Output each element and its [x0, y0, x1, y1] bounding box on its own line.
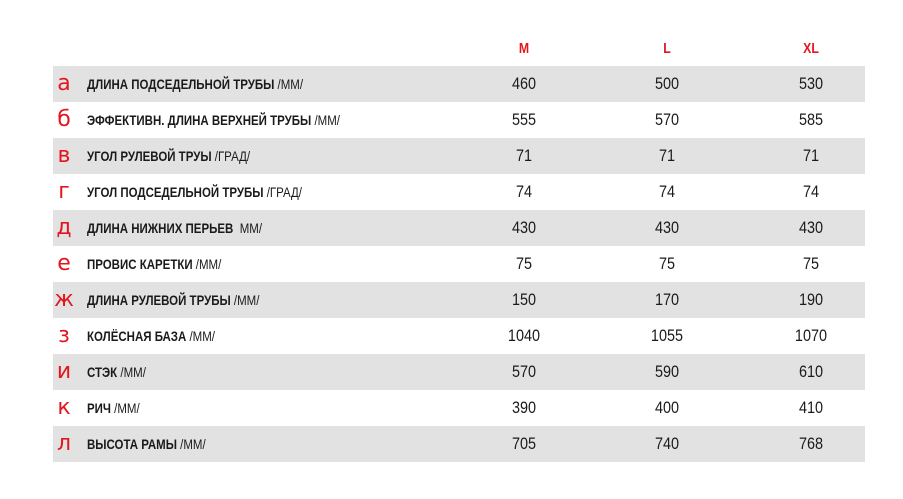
row-unit: /ММ/	[110, 400, 140, 416]
value-cell-l: 170	[654, 290, 680, 309]
value-cell-m: 390	[511, 398, 537, 417]
row-unit: /ММ/	[176, 436, 206, 452]
value-cell-l: 570	[654, 110, 680, 129]
row-letter: г	[58, 179, 70, 204]
size-header-m: M	[518, 40, 530, 57]
value-cell-l: 500	[654, 74, 680, 93]
row-name: ПРОВИС КАРЕТКИ	[87, 256, 193, 272]
row-label	[87, 390, 140, 426]
row-unit: /ГРАД/	[211, 148, 251, 164]
row-unit: /ГРАД/	[263, 184, 302, 200]
row-label	[87, 354, 146, 390]
value-cell-m: 430	[511, 218, 537, 237]
size-header-row	[53, 36, 865, 66]
row-label	[87, 210, 262, 246]
table-row	[53, 174, 865, 210]
value-cell-xl: 74	[802, 182, 820, 201]
row-label	[87, 426, 206, 462]
table-row	[53, 246, 865, 282]
row-letter: е	[57, 251, 71, 276]
value-cell-xl: 71	[802, 146, 820, 165]
value-cell-m: 705	[511, 434, 537, 453]
value-cell-m: 1040	[507, 326, 541, 345]
row-letter: и	[56, 359, 72, 384]
size-header-l: L	[663, 40, 671, 57]
row-name: КОЛЁСНАЯ БАЗА	[87, 328, 187, 344]
value-cell-m: 75	[515, 254, 533, 273]
row-unit: ММ/	[233, 220, 263, 236]
table-row	[53, 210, 865, 246]
value-cell-m: 570	[511, 362, 537, 381]
value-cell-l: 74	[658, 182, 676, 201]
row-unit: /ММ/	[230, 292, 260, 308]
row-label	[87, 318, 215, 354]
row-name: УГОЛ ПОДСЕДЕЛЬНОЙ ТРУБЫ	[87, 184, 264, 200]
value-cell-xl: 430	[798, 218, 824, 237]
value-cell-xl: 1070	[794, 326, 828, 345]
row-label	[87, 282, 259, 318]
table-row	[53, 66, 865, 102]
value-cell-m: 555	[511, 110, 537, 129]
geometry-rows	[53, 66, 865, 462]
value-cell-l: 400	[654, 398, 680, 417]
row-unit: /ММ/	[186, 328, 215, 344]
row-letter: л	[56, 431, 72, 456]
row-unit: /ММ/	[274, 76, 304, 92]
row-label	[87, 174, 302, 210]
row-unit: /ММ/	[192, 256, 222, 272]
row-letter: ж	[54, 287, 74, 312]
table-row	[53, 318, 865, 354]
row-letter: в	[57, 143, 71, 168]
value-cell-xl: 585	[798, 110, 824, 129]
row-unit: /ММ/	[117, 364, 146, 380]
table-row	[53, 426, 865, 462]
table-row	[53, 102, 865, 138]
value-cell-l: 740	[654, 434, 680, 453]
row-name: РИЧ	[87, 400, 111, 416]
row-label	[87, 138, 250, 174]
value-cell-xl: 530	[798, 74, 824, 93]
value-cell-m: 150	[511, 290, 537, 309]
row-name: ЭФФЕКТИВН. ДЛИНА ВЕРХНЕЙ ТРУБЫ	[87, 112, 312, 128]
row-letter: б	[57, 107, 71, 132]
row-unit: /ММ/	[311, 112, 340, 128]
value-cell-xl: 768	[798, 434, 824, 453]
row-name: ДЛИНА ПОДСЕДЕЛЬНОЙ ТРУБЫ	[87, 76, 275, 92]
value-cell-xl: 75	[802, 254, 820, 273]
value-cell-m: 460	[511, 74, 537, 93]
table-row	[53, 282, 865, 318]
geometry-table	[53, 36, 865, 462]
value-cell-l: 1055	[650, 326, 684, 345]
value-cell-xl: 410	[798, 398, 824, 417]
value-cell-xl: 610	[798, 362, 824, 381]
row-name: ДЛИНА РУЛЕВОЙ ТРУБЫ	[87, 292, 231, 308]
value-cell-l: 590	[654, 362, 680, 381]
row-name: ВЫСОТА РАМЫ	[87, 436, 177, 452]
value-cell-m: 71	[515, 146, 533, 165]
value-cell-l: 430	[654, 218, 680, 237]
row-letter: к	[57, 395, 71, 420]
row-label	[87, 66, 303, 102]
row-label	[87, 246, 221, 282]
table-row	[53, 138, 865, 174]
row-letter: з	[58, 323, 70, 348]
value-cell-l: 71	[658, 146, 676, 165]
row-letter: д	[56, 215, 72, 240]
value-cell-xl: 190	[798, 290, 824, 309]
row-name: УГОЛ РУЛЕВОЙ ТРУЫ	[87, 148, 212, 164]
row-label	[87, 102, 340, 138]
size-header-xl: XL	[803, 40, 819, 57]
row-name: СТЭК	[87, 364, 118, 380]
value-cell-l: 75	[658, 254, 676, 273]
row-letter: а	[57, 71, 71, 96]
value-cell-m: 74	[515, 182, 533, 201]
table-row	[53, 390, 865, 426]
row-name: ДЛИНА НИЖНИХ ПЕРЬЕВ	[87, 220, 234, 236]
table-row	[53, 354, 865, 390]
